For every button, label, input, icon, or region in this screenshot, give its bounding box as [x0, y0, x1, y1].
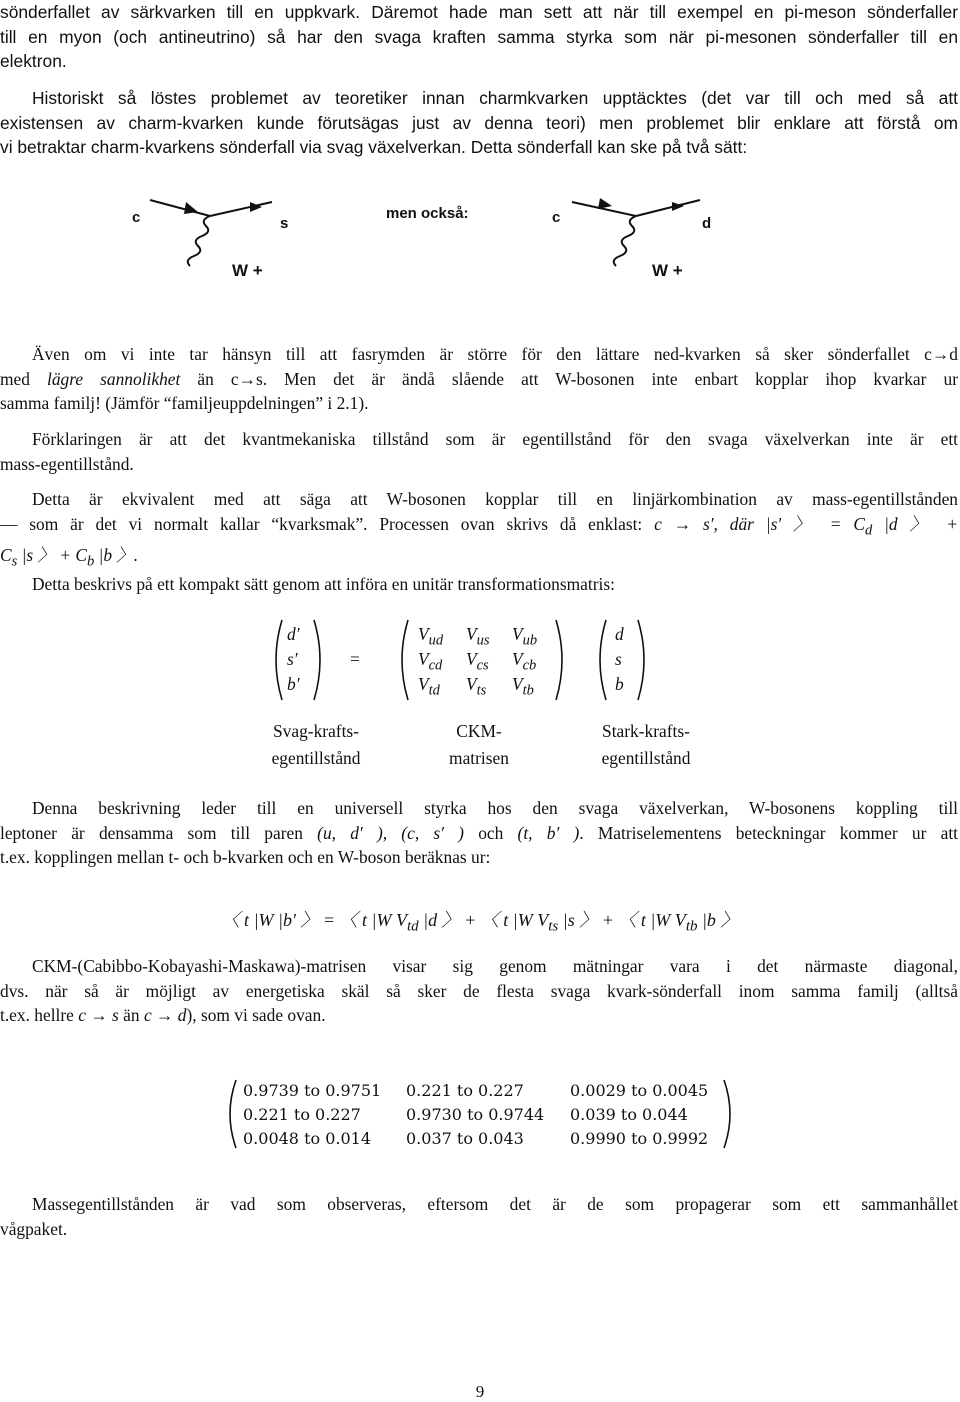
math: |d 〉 + [418, 910, 481, 930]
math: |d 〉 + [872, 513, 958, 534]
text: s. Men det är ändå slående att W-bosonen inte enbart kopplar ihop kvarkar ur [255, 368, 958, 389]
caption-line: Stark-krafts- [602, 721, 690, 741]
text: och [463, 822, 518, 843]
history-line: existensen av charm-kvarken kunde förutsägas just av denna teori) men problemet blir enklare att förstå om [0, 112, 958, 133]
equiv-line-2 [0, 512, 958, 543]
ckm-text-paragraph [0, 954, 958, 1028]
text: leptoner är densamma som till paren [0, 822, 318, 843]
math: 〈 t |W V [480, 910, 549, 930]
intro-line: sönderfallet av särkvarken till en uppkvark. Däremot hade man sett att när till exempel en pi-meson sönderfaller [0, 2, 958, 22]
ckm-symbol: $V_{cd}$ [418, 649, 443, 674]
caption-line: matrisen [449, 748, 509, 768]
math: C [0, 544, 12, 565]
intro-line: till en myon (och antineutrino) så har den svaga kraften samma styrka som när pi-mesonen sönderfaller till en [0, 26, 958, 47]
diagram-label-boson: W + [652, 261, 683, 280]
ckm-value: 0.221 to 0.227 [243, 1105, 361, 1124]
rhs-entry: s [615, 649, 622, 669]
math: |s 〉 + C [17, 544, 87, 565]
equals-sign: = [350, 649, 360, 669]
subscript: tb [685, 918, 698, 935]
arrow: → [931, 344, 950, 364]
history-line: vi betraktar charm-kvarkens sönderfall via svag växelverkan. Detta sönderfall kan ske på två sätt: [0, 137, 748, 158]
universal-line-2 [0, 821, 958, 846]
caption-line: Svag-krafts- [273, 721, 359, 741]
page-number: 9 [475, 1382, 485, 1401]
closing-line-1: Massegentillstånden är vad som observeras, eftersom det är de som propagerar som ett sammanhållet [32, 1194, 958, 1214]
caption-line: egentillstånd [271, 748, 361, 768]
compact-line: Detta beskrivs på ett kompakt sätt genom att införa en unitär transformationsmatris: [32, 574, 615, 594]
ckm-symbol: $V_{cs}$ [466, 649, 489, 674]
coupling-equation [0, 906, 960, 936]
arrow: → [238, 368, 256, 389]
rhs-entry: d [615, 624, 624, 644]
math: (u, d′ ), (c, s′ ) [317, 822, 464, 843]
text: Även om vi inte tar hänsyn till att fasrymden är större för den lättare ned-kvarken så sker sönderfallet c [32, 344, 932, 364]
even-line-3: samma familj! (Jämför “familjeuppdelningen” i 2.1). [0, 393, 369, 414]
history-paragraph [0, 86, 958, 160]
equiv-line-1: Detta är ekvivalent med att säga att W-bosonen kopplar till en linjärkombination av mass-egentillstånden [32, 489, 958, 509]
ckm-value-matrix [0, 1076, 960, 1156]
math: |b 〉 [697, 910, 739, 930]
caption-line: CKM- [456, 721, 502, 741]
explanation-line: mass-egentillstånd. [0, 453, 134, 474]
caption-line: egentillstånd [601, 748, 691, 768]
text: ), som vi sade ovan. [186, 1005, 326, 1026]
caption-strong [584, 718, 708, 772]
closing-line-2: vågpaket. [0, 1218, 68, 1239]
diagram-label-in: c [132, 209, 141, 226]
math: 〈 t |W |b′ 〉 = [221, 910, 336, 930]
ckm-value: 0.9739 to 0.9751 [243, 1081, 382, 1100]
ckm-text-line-2: dvs. när så är möjligt av energetiska skäl så sker de flesta svaga kvark-sönderfall inom samma familj (alltså [0, 980, 958, 1001]
history-line: Historiskt så löstes problemet av teoretiker innan charmkvarken upptäcktes (det var till och med så att [32, 88, 958, 108]
universal-paragraph [0, 796, 958, 870]
feynman-diagrams [0, 180, 960, 290]
ckm-value: 0.221 to 0.227 [406, 1081, 524, 1100]
text: — som är det vi normalt kallar “kvarksmak”. Processen ovan skrivs då enklast: [0, 513, 643, 534]
intro-line: elektron. [0, 51, 67, 72]
subscript: td [407, 918, 419, 935]
feynman-diagram-c-to-d [552, 198, 711, 280]
even-paragraph [0, 342, 958, 416]
lhs-entry: d′ [287, 624, 300, 644]
ckm-symbol: $V_{ts}$ [466, 674, 487, 699]
ckm-value: 0.039 to 0.044 [570, 1105, 688, 1124]
math: (t, b′ ) [517, 822, 580, 843]
diagram-label-in: c [552, 209, 561, 226]
explanation-paragraph [0, 427, 958, 476]
ckm-value: 0.0029 to 0.0045 [570, 1081, 709, 1100]
math: |b 〉. [94, 544, 139, 565]
math-inline [654, 513, 958, 539]
matrix-equation [0, 616, 960, 706]
ckm-value: 0.9730 to 0.9744 [406, 1105, 545, 1124]
math: c → s [78, 1005, 119, 1026]
text: . Matriselementens beteckningar kommer ur att [579, 822, 958, 843]
explanation-line: Förklaringen är att det kvantmekaniska tillstånd som är egentillstånd för den svaga växelverkan inte är ett [32, 429, 958, 449]
text: än [118, 1005, 144, 1026]
subscript: b [86, 553, 95, 570]
ckm-text-line-1: CKM-(Cabibbo-Kobayashi-Maskawa)-matrisen visar sig genom mätningar vara i det närmaste diagonal, [32, 956, 958, 976]
math: 〈 t |W V [339, 910, 407, 930]
ckm-value: 0.0048 to 0.014 [243, 1129, 372, 1148]
diagram-label-out: d [702, 215, 712, 232]
equivalence-paragraph [0, 487, 958, 574]
ckm-symbol: $V_{cb}$ [512, 649, 537, 674]
math: c → s′, där |s′ 〉 = C [654, 513, 866, 534]
feynman-diagram-c-to-s [132, 200, 288, 280]
universal-line-3: t.ex. kopplingen mellan t- och b-kvarken och en W-boson beräknas ur: [0, 847, 491, 868]
lhs-entry: b′ [287, 674, 300, 694]
subscript: s [11, 553, 18, 570]
diagram-middle-label: men också: [386, 205, 469, 222]
text: d [949, 344, 958, 364]
equiv-line-3 [0, 543, 958, 574]
intro-paragraph [0, 0, 958, 74]
subscript: ts [548, 918, 559, 935]
math: |s 〉 + [558, 910, 619, 930]
ckm-symbol: $V_{ub}$ [512, 624, 538, 649]
ckm-value: 0.9990 to 0.9992 [570, 1129, 709, 1148]
emphasis: lägre sannolikhet [47, 368, 181, 389]
rhs-entry: b [615, 674, 624, 694]
ckm-symbol: $V_{us}$ [466, 624, 490, 649]
ckm-symbol: $V_{td}$ [418, 674, 440, 699]
closing-paragraph [0, 1192, 958, 1241]
even-line-1 [0, 342, 958, 367]
caption-ckm [424, 718, 534, 772]
subscript: d [865, 522, 873, 539]
text: t.ex. hellre [0, 1005, 79, 1026]
caption-weak [254, 718, 378, 772]
ckm-text-line-3 [0, 1003, 958, 1028]
text: med [0, 368, 48, 389]
math: 〈 t |W V [618, 910, 686, 930]
compact-paragraph [0, 572, 958, 597]
diagram-label-boson: W + [232, 261, 263, 280]
universal-line-1: Denna beskrivning leder till en universell styrka hos den svaga växelverkan, W-bosonens koppling till [32, 798, 958, 818]
text: än c [180, 368, 239, 389]
lhs-entry: s′ [287, 649, 298, 669]
even-line-2 [0, 367, 958, 392]
diagram-label-out: s [280, 215, 289, 232]
ckm-value: 0.037 to 0.043 [406, 1129, 524, 1148]
ckm-symbol: $V_{tb}$ [512, 674, 534, 699]
math: c → d [143, 1005, 187, 1026]
ckm-symbol: $V_{ud}$ [418, 624, 444, 649]
